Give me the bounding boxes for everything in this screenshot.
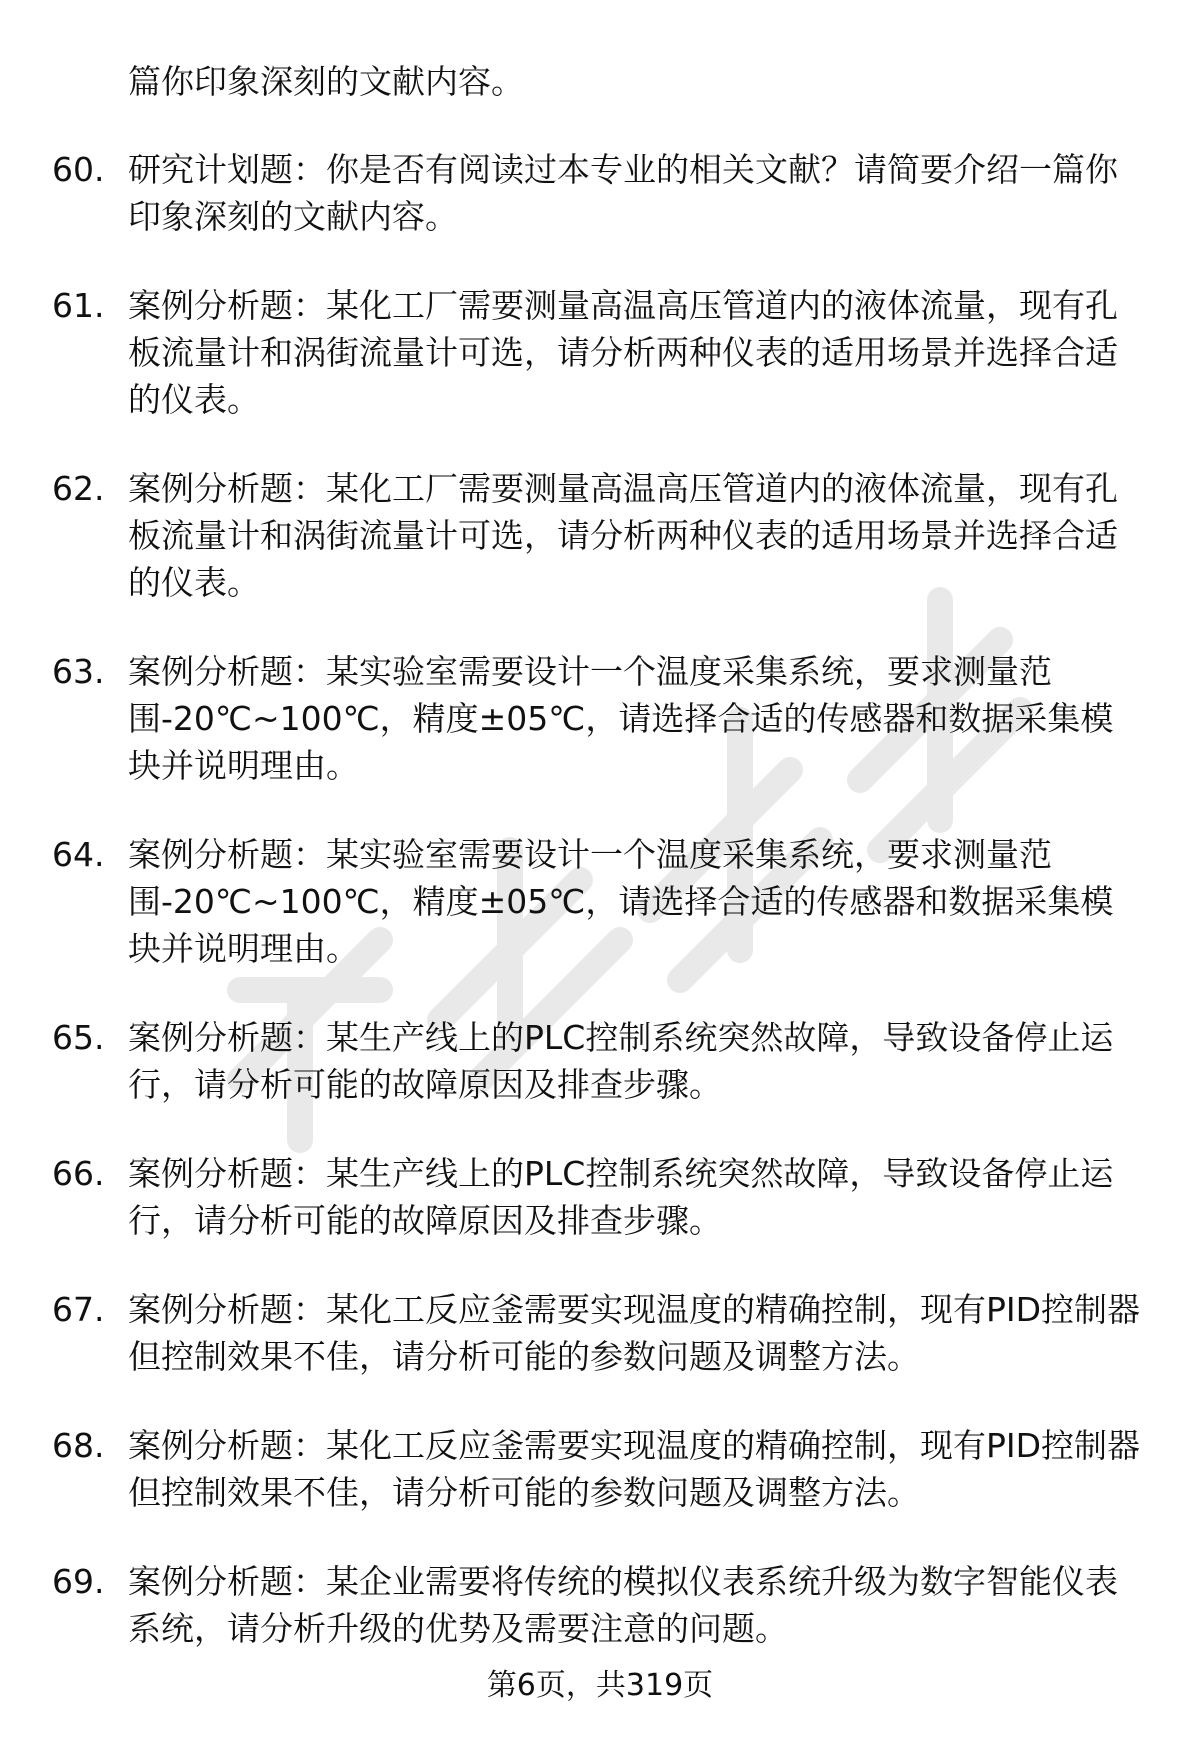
page-footer: 第6页，共319页 <box>486 1668 714 1703</box>
question-text: 案例分析题：某实验室需要设计一个温度采集系统，要求测量范围-20℃~100℃，精度±05℃，请选择合适的传感器和数据采集模块并说明理由。 <box>128 835 1114 968</box>
question-text: 案例分析题：某化工厂需要测量高温高压管道内的液体流量，现有孔板流量计和涡街流量计可选，请分析两种仪表的适用场景并选择合适的仪表。 <box>128 469 1118 602</box>
question-text: 案例分析题：某实验室需要设计一个温度采集系统，要求测量范围-20℃~100℃，精度±05℃，请选择合适的传感器和数据采集模块并说明理由。 <box>128 652 1114 785</box>
question-item <box>0 1150 1144 1244</box>
question-item <box>0 1286 1144 1380</box>
question-item <box>0 1558 1144 1652</box>
question-number: 64. <box>52 835 105 874</box>
question-text: 案例分析题：某化工反应釜需要实现温度的精确控制，现有PID控制器但控制效果不佳，请分析可能的参数问题及调整方法。 <box>128 1426 1141 1512</box>
question-item <box>0 831 1144 972</box>
question-number: 62. <box>52 469 105 508</box>
question-item <box>0 1014 1144 1108</box>
question-list <box>0 146 1200 1694</box>
question-text: 案例分析题：某企业需要将传统的模拟仪表系统升级为数字智能仪表系统，请分析升级的优势及需要注意的问题。 <box>128 1562 1118 1648</box>
question-number: 61. <box>52 286 105 325</box>
question-text: 案例分析题：某生产线上的PLC控制系统突然故障，导致设备停止运行，请分析可能的故障原因及排查步骤。 <box>128 1018 1114 1104</box>
question-number: 60. <box>52 150 105 189</box>
question-text: 研究计划题：你是否有阅读过本专业的相关文献？请简要介绍一篇你印象深刻的文献内容。 <box>128 150 1118 236</box>
question-number: 67. <box>52 1290 105 1329</box>
question-text: 案例分析题：某化工反应釜需要实现温度的精确控制，现有PID控制器但控制效果不佳，请分析可能的参数问题及调整方法。 <box>128 1290 1141 1376</box>
continued-question-text: 篇你印象深刻的文献内容。 <box>128 62 524 101</box>
question-text: 案例分析题：某化工厂需要测量高温高压管道内的液体流量，现有孔板流量计和涡街流量计可选，请分析两种仪表的适用场景并选择合适的仪表。 <box>128 286 1118 419</box>
question-item <box>0 648 1144 789</box>
question-text: 案例分析题：某生产线上的PLC控制系统突然故障，导致设备停止运行，请分析可能的故障原因及排查步骤。 <box>128 1154 1114 1240</box>
question-number: 63. <box>52 652 105 691</box>
question-number: 69. <box>52 1562 105 1601</box>
question-number: 68. <box>52 1426 105 1465</box>
question-item <box>0 465 1144 606</box>
question-number: 65. <box>52 1018 105 1057</box>
question-number: 66. <box>52 1154 105 1193</box>
question-item <box>0 146 1144 240</box>
question-item <box>0 1422 1144 1516</box>
question-item <box>0 282 1144 423</box>
